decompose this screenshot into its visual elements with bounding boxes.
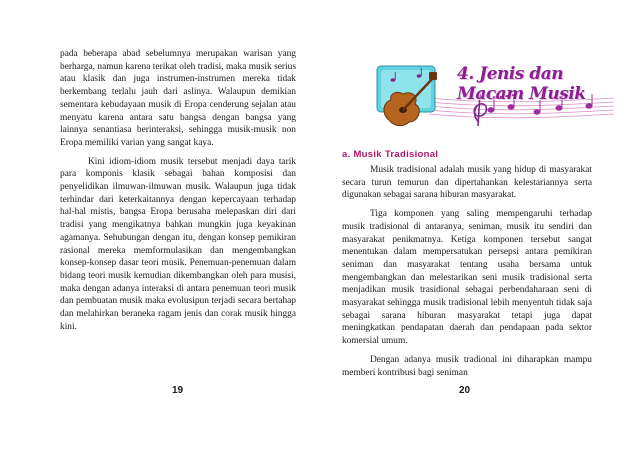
chapter-banner bbox=[359, 58, 621, 132]
right-paragraph-1: Musik tradisional adalah musik yang hidup di masyarakat secara turun temurun dan dipertahankan kelestariannya serta digunakan sebagai sarana hiburan masyarakat. bbox=[342, 165, 592, 201]
page-number-left: 19 bbox=[172, 385, 184, 396]
page-number-right: 20 bbox=[459, 385, 471, 396]
left-paragraph-2: Kini idiom-idiom musik tersebut menjadi daya tarik para komponis klasik sebagai bahan komposisi dan penyelidikan ilmuwan-ilmuwan musik. Walaupun juga tidak terhindar dari keterkaitannya dengan kepercayaan terhadap hal-hal mistis, bangsa Eropa berusaha melepaskan diri dari tradisi yang mengikatnya bahkan mungkin juga keyakinan agamanya. Sehubungan dengan itu, dengan konsep pemikiran rasional mereka memformulasikan dan mengembangkan konsep-konsep dasar teori musik. Penemuan-penemuan dalam bidang teori musik kemudian dikembangkan oleh para musisi, maka dengan adanya interaksi di antara penemuan teori musik dan pembuatan musik maka evolusipun terjadi secara bertahap dan melahirkan beraneka ragam jenis dan corak musik hingga kini. bbox=[60, 156, 296, 332]
left-text-column bbox=[60, 48, 296, 333]
chapter-title: 4. Jenis dan Macam Musik bbox=[457, 64, 586, 104]
section-heading: a. Musik Tradisional bbox=[342, 149, 439, 160]
right-paragraph-2: Tiga komponen yang saling mempengaruhi terhadap musik tradisional di antaranya, seniman, musik itu sendiri dan masyarakat penikmatnya. Ketiga komponen tersebut sangat menentukan dalam mempersatukan persepsi antara pemikiran seniman dan masyarakat tentang usaha bersama untuk mengembangkan dan melestarikan seni musik tradisional serta menjadikan musik trasidional sebagai perbendaharaan seni di masyarakat sehingga musik tradisional lebih menyentuh tidak saja sebagai sarana hiburan masyarakat tetapi juga dapat meningkatkan pendapatan daerah dan pendapaan pada sektor komersial umum. bbox=[342, 209, 592, 347]
right-page bbox=[319, 0, 638, 451]
right-paragraph-3: Dengan adanya musik tradional ini diharapkan mampu memberi kontribusi bagi seniman bbox=[342, 354, 592, 378]
left-paragraph-1: pada beberapa abad sebelumnya merupakan warisan yang berharga, namun karena terikat oleh tradisi, maka musik serius atau klasik dan juga instrumen-instrumen mereka tidak berkembang terlalu jauh dari aslinya. Walaupun demikian sementara kebudayaan musik di Eropa cenderung sejalan atau menyatu karena antara satu bangsa dengan bangsa yang lainnya senantiasa berinteraksi, sehingga musik-musik non Eropa memiliki varian yang sangat kaya. bbox=[60, 49, 296, 148]
right-text-column bbox=[342, 164, 592, 379]
